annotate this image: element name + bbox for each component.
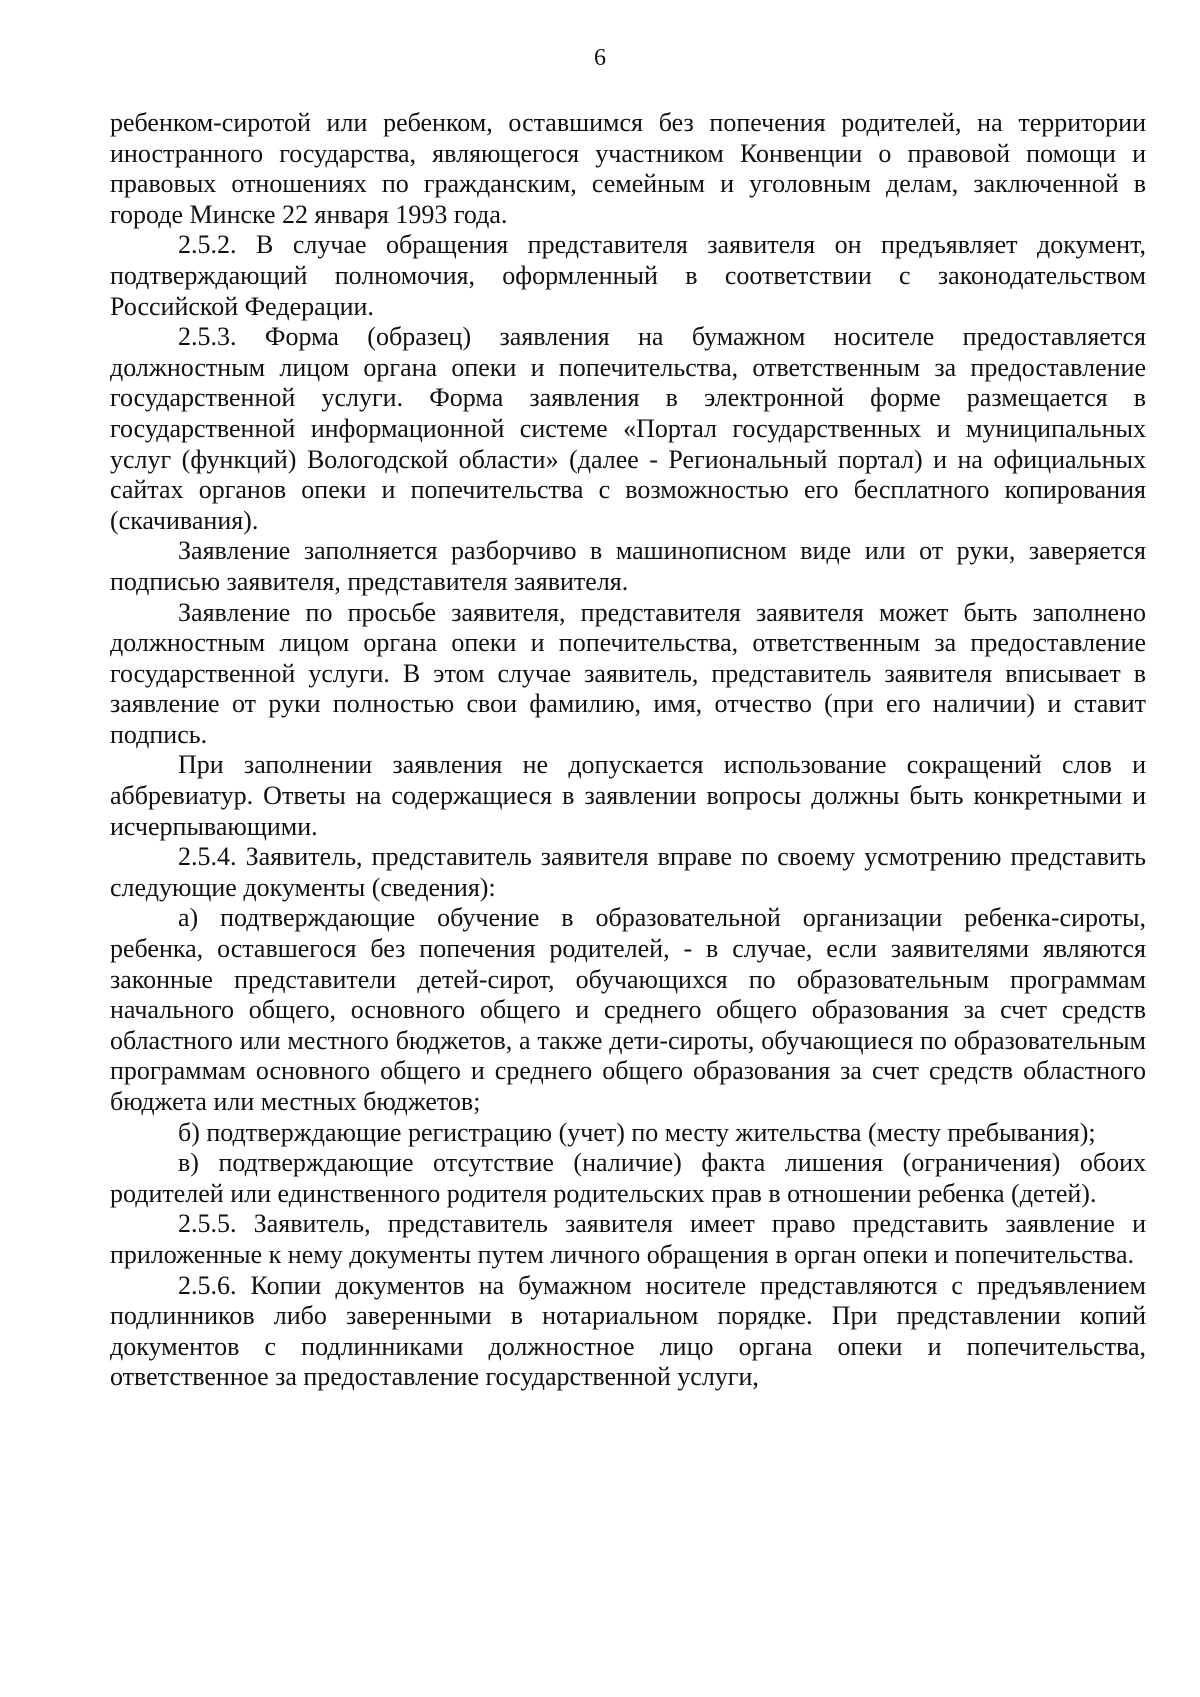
paragraph-2-5-3: 2.5.3. Форма (образец) заявления на бумажном носителе предоставляется должностным лицом органа опеки и попечительства, ответственным за предоставление государственной услуги. Форма заявления в электронной форме размещается в государственной информационной системе «Портал государственных и муниципальных услуг (функций) Вологодской области» (далее - Региональный портал) и на официальных сайтах органов опеки и попечительства с возможностью его бесплатного копирования (скачивания). [110, 322, 1146, 535]
paragraph-application-filling: Заявление заполняется разборчиво в машинописном виде или от руки, заверяется подписью заявителя, представителя заявителя. [110, 536, 1146, 596]
paragraph-2-5-5: 2.5.5. Заявитель, представитель заявителя имеет право представить заявление и приложенные к нему документы путем личного обращения в орган опеки и попечительства. [110, 1209, 1146, 1269]
list-item-v: в) подтверждающие отсутствие (наличие) факта лишения (ограничения) обоих родителей или единственного родителя родительских прав в отношении ребенка (детей). [110, 1148, 1146, 1208]
paragraph-application-by-request: Заявление по просьбе заявителя, представителя заявителя может быть заполнено должностным лицом органа опеки и попечительства, ответственным за предоставление государственной услуги. В этом случае заявитель, представитель заявителя вписывает в заявление от руки полностью свои фамилию, имя, отчество (при его наличии) и ставит подпись. [110, 597, 1146, 749]
paragraph-2-5-2: 2.5.2. В случае обращения представителя заявителя он предъявляет документ, подтверждающий полномочия, оформленный в соответствии с законодательством Российской Федерации. [110, 230, 1146, 321]
document-body [110, 108, 1146, 1393]
paragraph-2-5-6: 2.5.6. Копии документов на бумажном носителе представляются с предъявлением подлинников либо заверенными в нотариальном порядке. При представлении копий документов с подлинниками должностное лицо органа опеки и попечительства, ответственное за предоставление государственной услуги, [110, 1270, 1146, 1392]
page-number: 6 [594, 45, 606, 71]
list-item-a: а) подтверждающие обучение в образовательной организации ребенка-сироты, ребенка, оставшегося без попечения родителей, - в случае, если заявителями являются законные представители детей-сирот, обучающихся по образовательным программам начального общего, основного общего и среднего общего образования за счет средств областного или местного бюджетов, а также дети-сироты, обучающиеся по образовательным программам основного общего и среднего общего образования за счет средств областного бюджета или местных бюджетов; [110, 903, 1146, 1116]
list-item-b: б) подтверждающие регистрацию (учет) по месту жительства (месту пребывания); [178, 1117, 1096, 1147]
paragraph-no-abbreviations: При заполнении заявления не допускается использование сокращений слов и аббревиатур. Ответы на содержащиеся в заявлении вопросы должны быть конкретными и исчерпывающими. [110, 750, 1146, 841]
paragraph-2-5-4: 2.5.4. Заявитель, представитель заявителя вправе по своему усмотрению представить следующие документы (сведения): [110, 842, 1146, 902]
paragraph-continuation: ребенком-сиротой или ребенком, оставшимся без попечения родителей, на территории иностранного государства, являющегося участником Конвенции о правовой помощи и правовых отношениях по гражданским, семейным и уголовным делам, заключенной в городе Минске 22 января 1993 года. [110, 108, 1146, 229]
